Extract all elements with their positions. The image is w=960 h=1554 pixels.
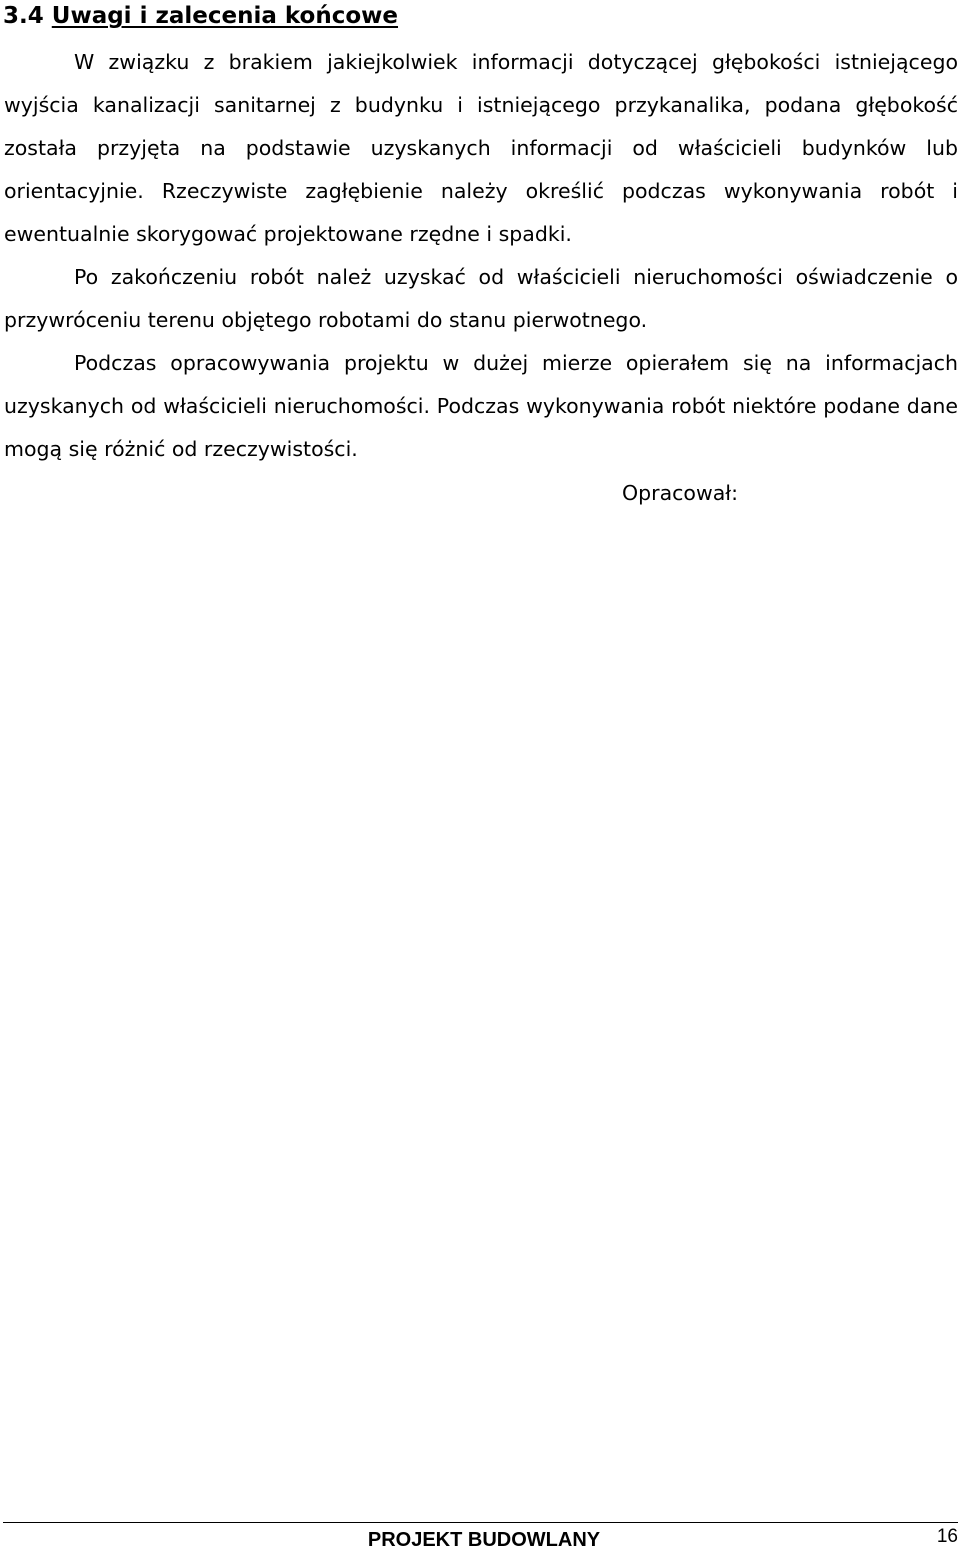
section-heading: [3, 0, 398, 32]
section-number: 3.4: [3, 3, 44, 29]
paragraph-owner-statement: Po zakończeniu robót należ uzyskać od właścicieli nieruchomości oświadczenie o przywróceniu terenu objętego robotami do stanu pierwotnego.: [4, 265, 958, 332]
paragraph-depth-info: W związku z brakiem jakiejkolwiek informacji dotyczącej głębokości istniejącego wyjścia kanalizacji sanitarnej z budynku i istniejącego przykanalika, podana głębokość została przyjęta na podstawie uzyskanych informacji od właścicieli budynków lub orientacyjnie. Rzeczywiste zagłębienie należy określić podczas wykonywania robót i ewentualnie skorygować projektowane rzędne i spadki.: [4, 50, 958, 246]
footer-divider: [3, 1522, 958, 1523]
paragraph-project-sources: Podczas opracowywania projektu w dużej mierze opierałem się na informacjach uzyskanych od właścicieli nieruchomości. Podczas wykonywania robót niektóre podane dane mogą się różnić od rzeczywistości.: [4, 351, 958, 461]
section-title: Uwagi i zalecenia końcowe: [51, 3, 399, 29]
footer-title: PROJEKT BUDOWLANY: [367, 1529, 601, 1551]
signature-label: Opracował:: [622, 481, 739, 505]
page-number: 16: [936, 1526, 958, 1547]
